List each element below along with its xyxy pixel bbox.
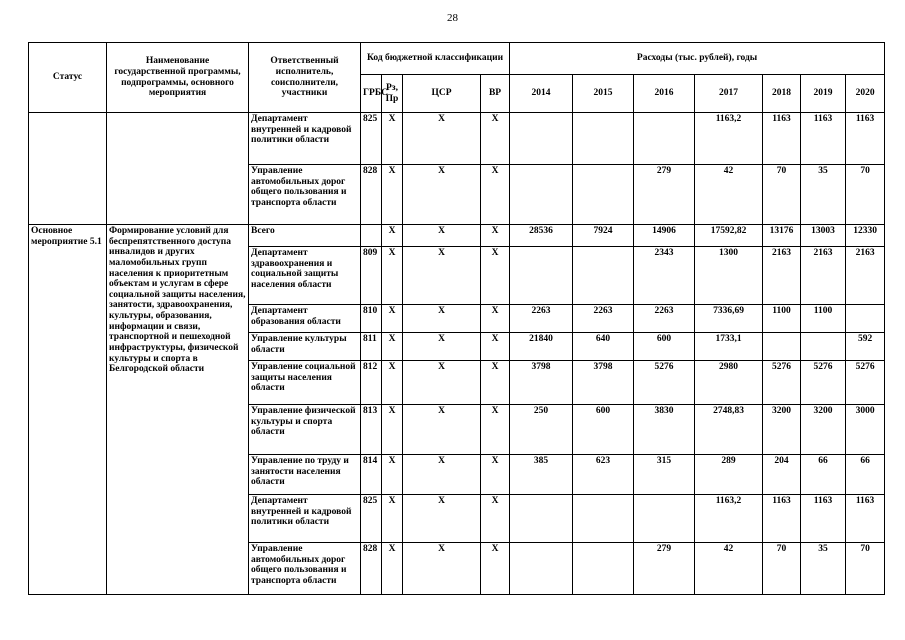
amount-cell: 66 [801,455,846,495]
vr-cell: Х [481,361,510,405]
status-cell: Основное мероприятие 5.1 [29,225,107,595]
header-status: Статус [29,43,107,113]
amount-cell: 2263 [510,305,573,333]
executor-cell: Департамент внутренней и кадровой политики области [249,495,361,543]
executor-cell: Управление физической культуры и спорта области [249,405,361,455]
amount-cell: 600 [573,405,634,455]
amount-cell: 1163 [801,495,846,543]
csr-cell: Х [403,405,481,455]
amount-cell: 70 [846,543,885,595]
budget-table [28,42,885,595]
amount-cell: 66 [846,455,885,495]
amount-cell: 13003 [801,225,846,247]
executor-cell: Департамент образования области [249,305,361,333]
amount-cell: 35 [801,543,846,595]
grbs-cell: 828 [361,165,382,225]
header-rzpr: Рз, Пр [382,75,403,113]
amount-cell: 2263 [634,305,695,333]
rzpr-cell: Х [382,543,403,595]
amount-cell: 600 [634,333,695,361]
amount-cell: 1300 [695,247,763,305]
amount-cell: 35 [801,165,846,225]
vr-cell: Х [481,113,510,165]
csr-cell: Х [403,247,481,305]
vr-cell: Х [481,495,510,543]
amount-cell: 1163 [846,495,885,543]
amount-cell [510,495,573,543]
executor-cell: Управление социальной защиты населения области [249,361,361,405]
rzpr-cell: Х [382,405,403,455]
amount-cell: 2980 [695,361,763,405]
csr-cell: Х [403,455,481,495]
header-year: 2017 [695,75,763,113]
amount-cell [801,333,846,361]
amount-cell: 1163 [846,113,885,165]
amount-cell: 7924 [573,225,634,247]
amount-cell: 2748,83 [695,405,763,455]
amount-cell [846,305,885,333]
rzpr-cell: Х [382,455,403,495]
vr-cell: Х [481,247,510,305]
vr-cell: Х [481,455,510,495]
grbs-cell: 825 [361,113,382,165]
grbs-cell: 825 [361,495,382,543]
amount-cell: 28536 [510,225,573,247]
vr-cell: Х [481,333,510,361]
amount-cell: 1163 [763,113,801,165]
header-vr: ВР [481,75,510,113]
amount-cell: 315 [634,455,695,495]
header-year: 2020 [846,75,885,113]
amount-cell [573,495,634,543]
executor-cell: Управление автомобильных дорог общего пользования и транспорта области [249,543,361,595]
rzpr-cell: Х [382,165,403,225]
executor-cell: Управление культуры области [249,333,361,361]
amount-cell: 2163 [846,247,885,305]
amount-cell: 70 [763,543,801,595]
amount-cell: 640 [573,333,634,361]
executor-cell: Всего [249,225,361,247]
amount-cell: 13176 [763,225,801,247]
amount-cell: 3200 [763,405,801,455]
amount-cell: 12330 [846,225,885,247]
amount-cell: 5276 [846,361,885,405]
executor-cell: Департамент внутренней и кадровой политики области [249,113,361,165]
amount-cell: 5276 [801,361,846,405]
status-cell [29,113,107,225]
rzpr-cell: Х [382,495,403,543]
program-name-cell [107,113,249,225]
grbs-cell [361,225,382,247]
vr-cell: Х [481,405,510,455]
header-csr: ЦСР [403,75,481,113]
amount-cell: 17592,82 [695,225,763,247]
grbs-cell: 814 [361,455,382,495]
header-grbs: ГРБС [361,75,382,113]
amount-cell: 21840 [510,333,573,361]
amount-cell: 1100 [801,305,846,333]
page-number: 28 [447,12,458,24]
csr-cell: Х [403,333,481,361]
amount-cell: 279 [634,165,695,225]
header-year: 2016 [634,75,695,113]
rzpr-cell: Х [382,247,403,305]
table-body [29,113,885,595]
amount-cell [573,247,634,305]
rzpr-cell: Х [382,305,403,333]
program-name-cell: Формирование условий для беспрепятственного доступа инвалидов и других маломобильных групп населения к приоритетным объектам и услугам в сфере социальной защиты населения, занятости, здравоохранения, культуры, образования, информации и связи, транспортной и пешеходной инфраструктуры, физической культуры и спорта в Белгородской области [107,225,249,595]
executor-cell: Управление автомобильных дорог общего пользования и транспорта области [249,165,361,225]
amount-cell: 279 [634,543,695,595]
rzpr-cell: Х [382,113,403,165]
amount-cell: 42 [695,543,763,595]
amount-cell: 70 [763,165,801,225]
header-executor: Ответственный исполнитель, соисполнители, участники [249,43,361,113]
amount-cell: 2263 [573,305,634,333]
amount-cell: 5276 [763,361,801,405]
grbs-cell: 828 [361,543,382,595]
header-year: 2018 [763,75,801,113]
amount-cell: 14906 [634,225,695,247]
amount-cell: 3798 [573,361,634,405]
amount-cell: 1163 [763,495,801,543]
amount-cell: 1100 [763,305,801,333]
amount-cell: 3830 [634,405,695,455]
vr-cell: Х [481,305,510,333]
table-row [29,113,885,165]
grbs-cell: 811 [361,333,382,361]
amount-cell [510,543,573,595]
amount-cell: 250 [510,405,573,455]
csr-cell: Х [403,543,481,595]
amount-cell: 592 [846,333,885,361]
table-row [29,225,885,247]
executor-cell: Департамент здравоохранения и социальной защиты населения области [249,247,361,305]
grbs-cell: 809 [361,247,382,305]
amount-cell: 42 [695,165,763,225]
rzpr-cell: Х [382,333,403,361]
vr-cell: Х [481,165,510,225]
amount-cell: 289 [695,455,763,495]
csr-cell: Х [403,361,481,405]
header-expenses: Расходы (тыс. рублей), годы [510,43,885,75]
amount-cell [763,333,801,361]
amount-cell: 204 [763,455,801,495]
amount-cell [634,495,695,543]
rzpr-cell: Х [382,361,403,405]
amount-cell: 2163 [763,247,801,305]
amount-cell: 3200 [801,405,846,455]
amount-cell: 3798 [510,361,573,405]
amount-cell [510,165,573,225]
executor-cell: Управление по труду и занятости населения области [249,455,361,495]
amount-cell [510,247,573,305]
header-program-name: Наименование государственной программы, подпрограммы, основного мероприятия [107,43,249,113]
amount-cell: 2343 [634,247,695,305]
amount-cell [573,543,634,595]
amount-cell: 70 [846,165,885,225]
amount-cell: 7336,69 [695,305,763,333]
amount-cell: 1163,2 [695,113,763,165]
grbs-cell: 813 [361,405,382,455]
amount-cell: 2163 [801,247,846,305]
grbs-cell: 810 [361,305,382,333]
csr-cell: Х [403,225,481,247]
rzpr-cell: Х [382,225,403,247]
amount-cell [634,113,695,165]
header-year: 2014 [510,75,573,113]
amount-cell: 623 [573,455,634,495]
amount-cell [573,113,634,165]
amount-cell: 1733,1 [695,333,763,361]
csr-cell: Х [403,305,481,333]
csr-cell: Х [403,495,481,543]
amount-cell: 5276 [634,361,695,405]
amount-cell: 1163 [801,113,846,165]
amount-cell: 1163,2 [695,495,763,543]
vr-cell: Х [481,543,510,595]
header-year: 2019 [801,75,846,113]
header-year: 2015 [573,75,634,113]
amount-cell [573,165,634,225]
vr-cell: Х [481,225,510,247]
amount-cell [510,113,573,165]
amount-cell: 3000 [846,405,885,455]
grbs-cell: 812 [361,361,382,405]
csr-cell: Х [403,113,481,165]
header-budget-code: Код бюджетной классификации [361,43,510,75]
amount-cell: 385 [510,455,573,495]
csr-cell: Х [403,165,481,225]
